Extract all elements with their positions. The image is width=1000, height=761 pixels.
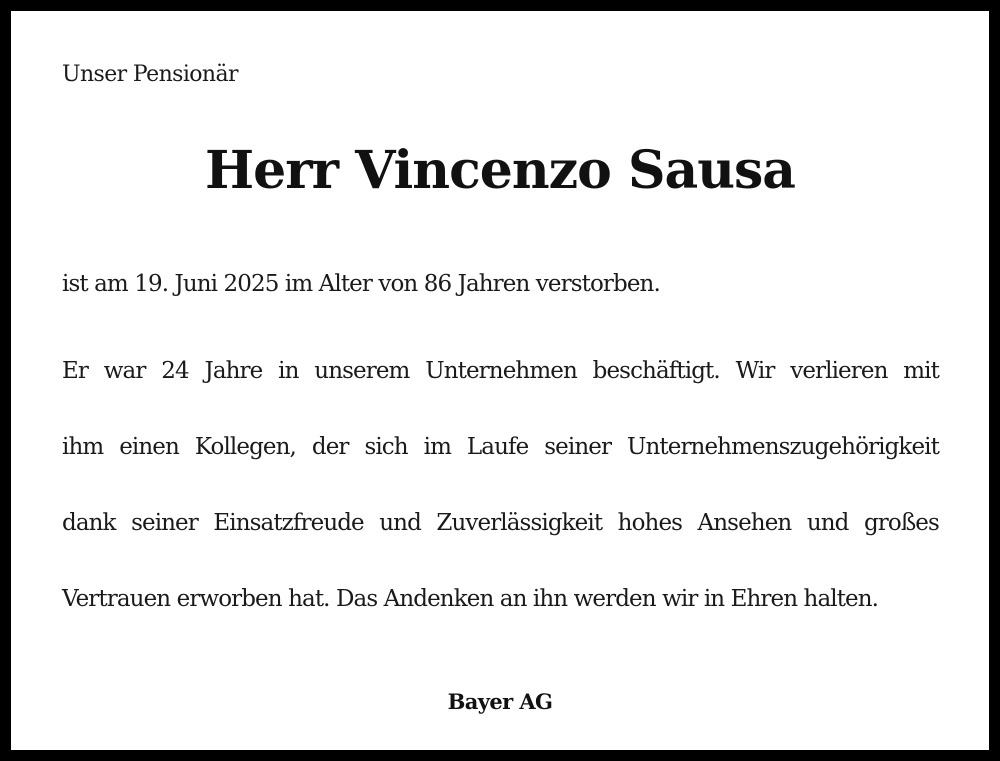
tribute-word: im (423, 434, 451, 460)
tribute-word: war (103, 358, 146, 384)
tribute-word: unserem (314, 358, 410, 384)
tribute-word: Wir (735, 358, 775, 384)
tribute-word: einen (119, 434, 179, 460)
tribute-word: der (311, 434, 349, 460)
tribute-line: Vertrauen erworben hat. Das Andenken an ihn werden wir in Ehren halten. (62, 586, 879, 612)
tribute-word: 24 (161, 358, 189, 384)
tribute-word: und (806, 510, 849, 536)
tribute-word: dank (62, 510, 116, 536)
tribute-word: hohes (617, 510, 683, 536)
tribute-word: Unternehmen (425, 358, 577, 384)
deceased-name: Herr Vincenzo Sausa (205, 140, 795, 201)
tribute-word: sich (364, 434, 408, 460)
tribute-word: Ansehen (697, 510, 792, 536)
tribute-line (62, 351, 939, 427)
tribute-word: verlieren (790, 358, 888, 384)
tribute-line (62, 503, 939, 579)
tribute-word: Zuverlässigkeit (436, 510, 603, 536)
tribute-word: in (278, 358, 299, 384)
tribute-word: seiner (131, 510, 198, 536)
tribute-word: Unternehmenszugehörigkeit (627, 434, 939, 460)
tribute-word: Laufe (466, 434, 529, 460)
tribute-word: Kollegen, (194, 434, 296, 460)
tribute-word: ihm (62, 434, 104, 460)
tribute-word: mit (903, 358, 939, 384)
tribute-word: großes (863, 510, 939, 536)
tribute-word: beschäftigt. (592, 358, 720, 384)
intro-text: Unser Pensionär (62, 62, 238, 87)
death-statement: ist am 19. Juni 2025 im Alter von 86 Jahren verstorben. (62, 271, 660, 297)
tribute-paragraph (62, 351, 939, 655)
tribute-word: Einsatzfreude (213, 510, 364, 536)
tribute-line (62, 427, 939, 503)
tribute-word: Jahre (204, 358, 263, 384)
company-signature: Bayer AG (447, 689, 553, 714)
tribute-word: und (379, 510, 421, 536)
tribute-word: seiner (544, 434, 612, 460)
tribute-word: Er (62, 358, 88, 384)
